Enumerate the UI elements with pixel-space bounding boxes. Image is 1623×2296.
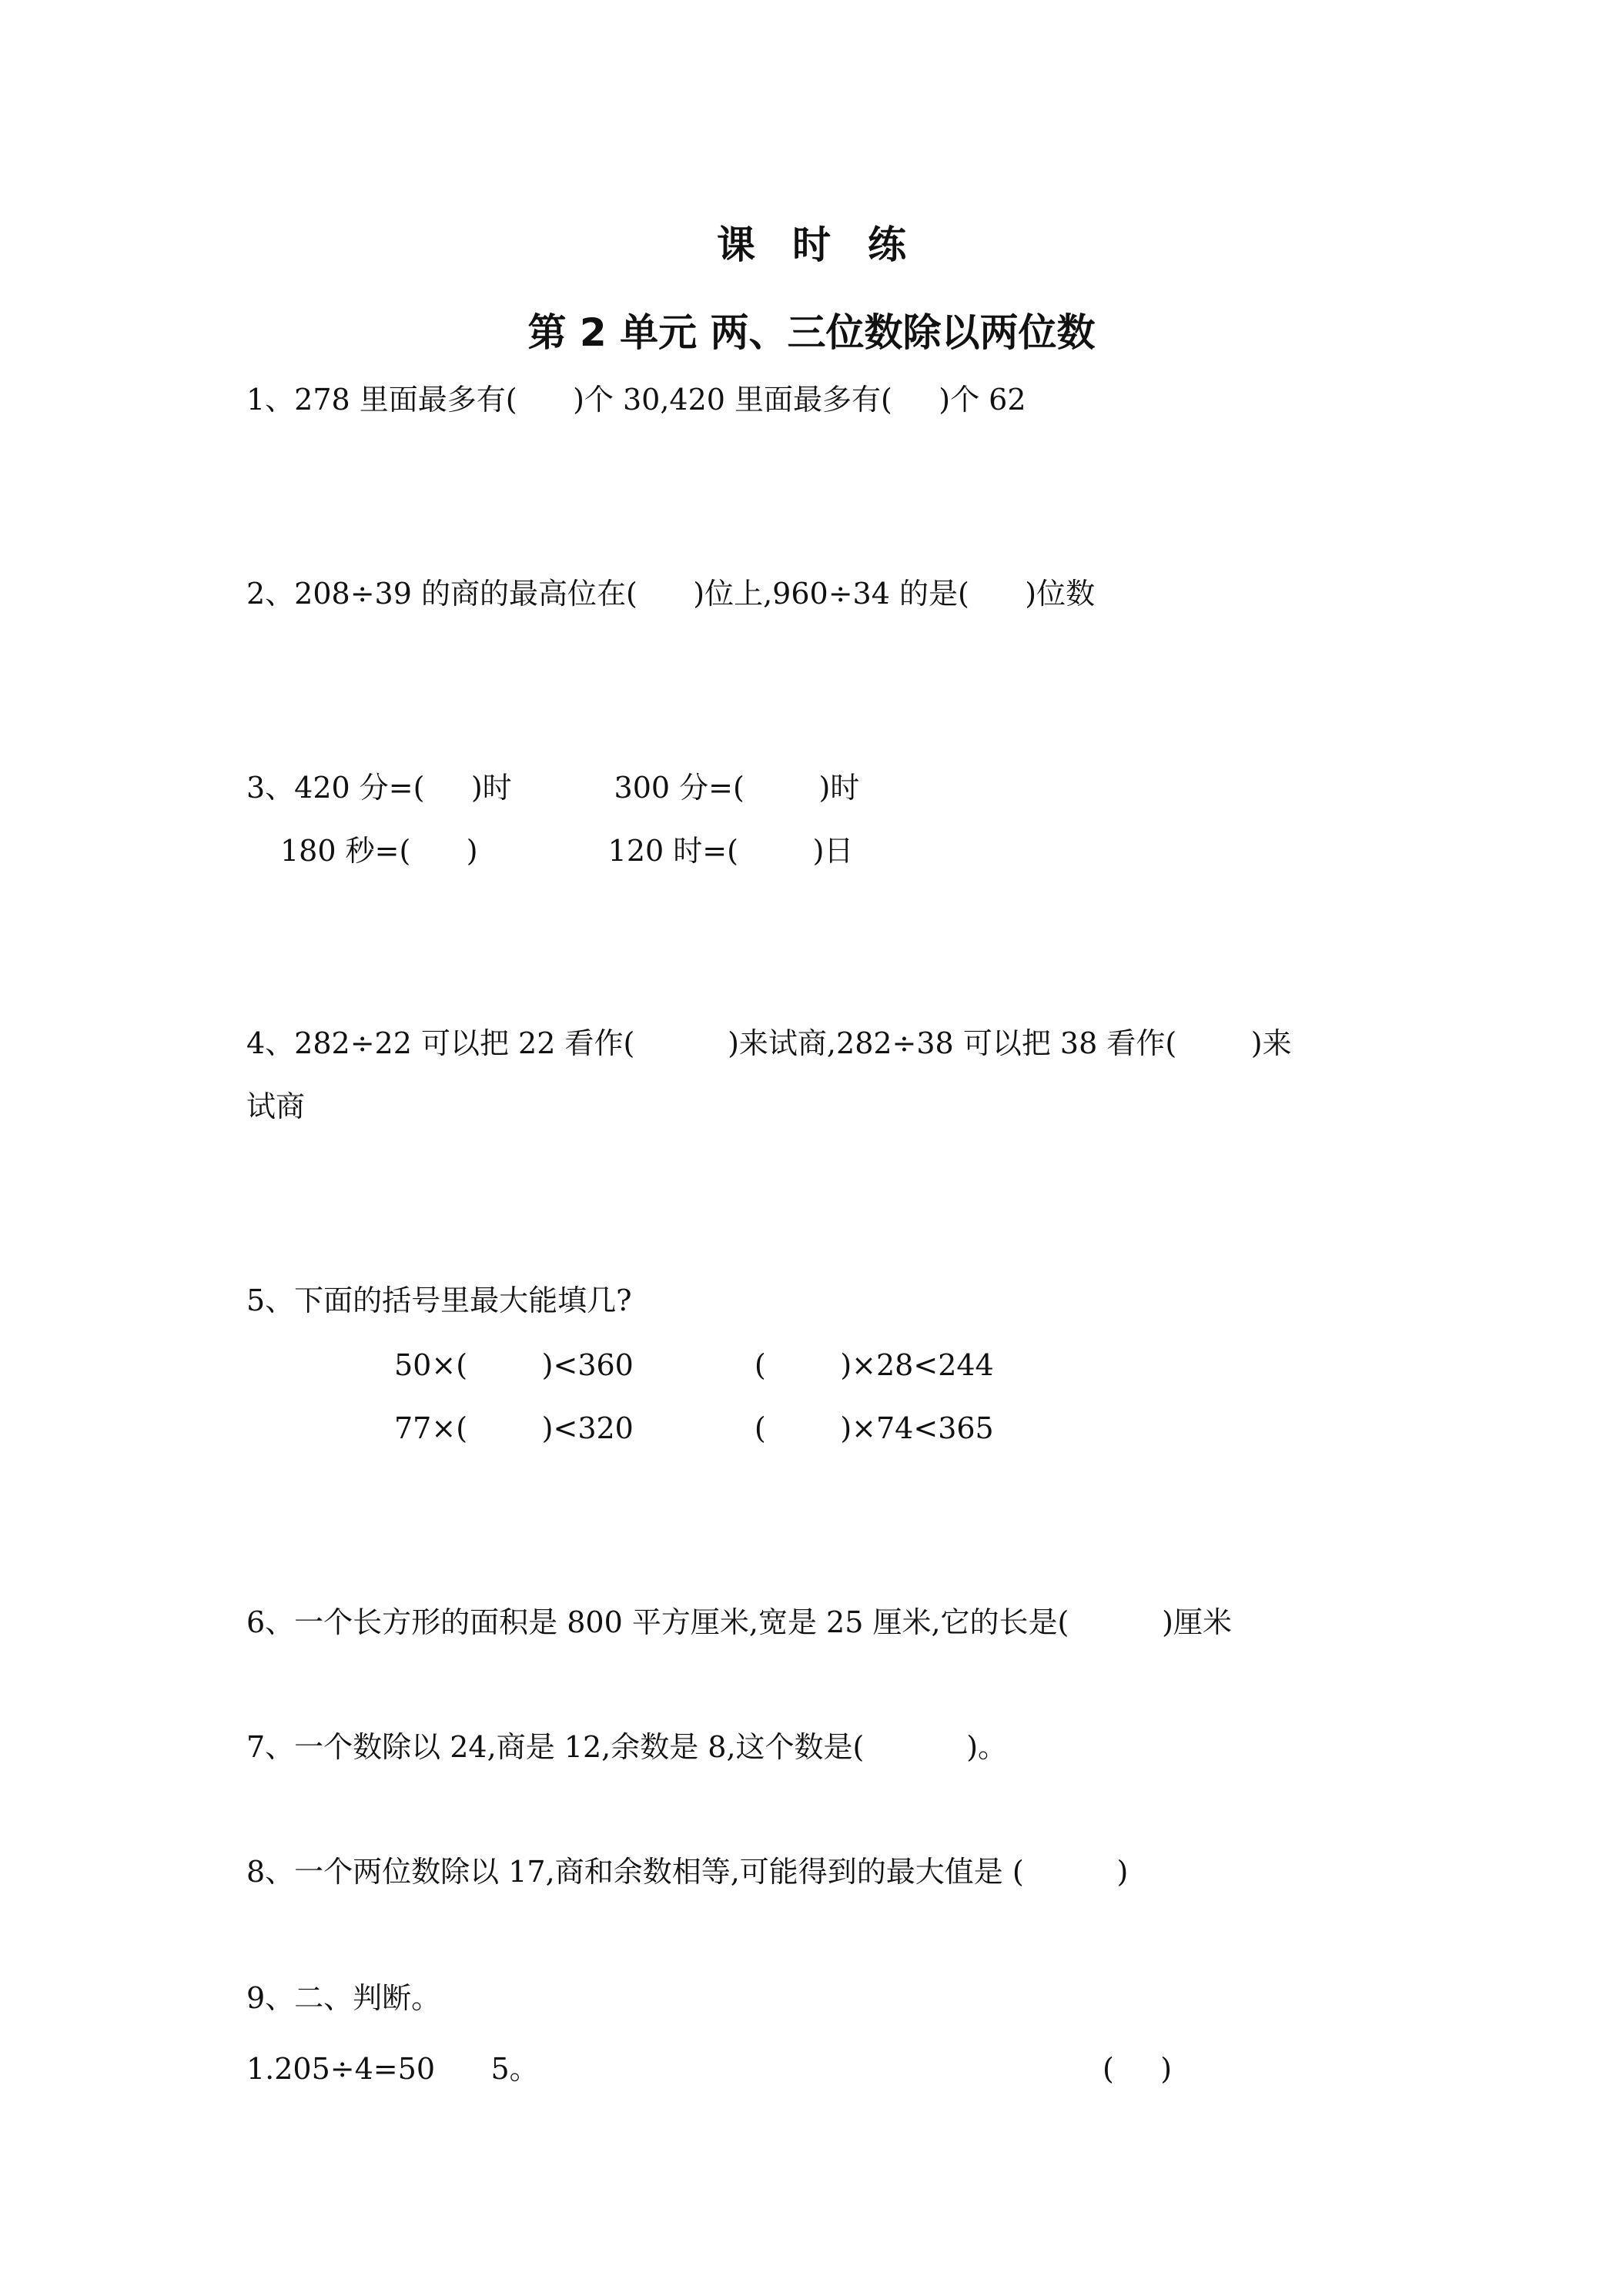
question-6: 6、一个长方形的面积是 800 平方厘米,宽是 25 厘米,它的长是( )厘米 — [246, 1605, 1232, 1639]
question-3-line-1: 3、420 分=( )时 300 分=( )时 — [246, 771, 860, 805]
question-5-row-1: 50×( )<360 ( )×28<244 — [394, 1348, 994, 1382]
question-2: 2、208÷39 的商的最高位在( )位上,960÷34 的是( )位数 — [246, 577, 1096, 611]
question-7: 7、一个数除以 24,商是 12,余数是 8,这个数是( )。 — [246, 1730, 1008, 1764]
question-5-row-2: 77×( )<320 ( )×74<365 — [394, 1411, 994, 1445]
question-8: 8、一个两位数除以 17,商和余数相等,可能得到的最大值是 ( ) — [246, 1855, 1129, 1889]
worksheet-title: 课时练 — [717, 223, 943, 267]
question-5: 5、下面的括号里最大能填几? — [246, 1284, 632, 1317]
question-3-line-2: 180 秒=( ) 120 时=( )日 — [280, 834, 854, 868]
question-1: 1、278 里面最多有( )个 30,420 里面最多有( )个 62 — [246, 383, 1026, 417]
unit-subtitle: 第 2 单元 两、三位数除以两位数 — [527, 310, 1096, 355]
judgment-item-1: 1.205÷4=50 5。 — [246, 2052, 539, 2086]
question-9-heading: 9、二、判断。 — [246, 1981, 441, 2015]
question-4-line-2: 试商 — [246, 1089, 306, 1123]
judgment-answer-parentheses: ( ) — [1103, 2052, 1173, 2086]
question-4-line-1: 4、282÷22 可以把 22 看作( )来试商,282÷38 可以把 38 看作( )来 — [246, 1026, 1292, 1060]
